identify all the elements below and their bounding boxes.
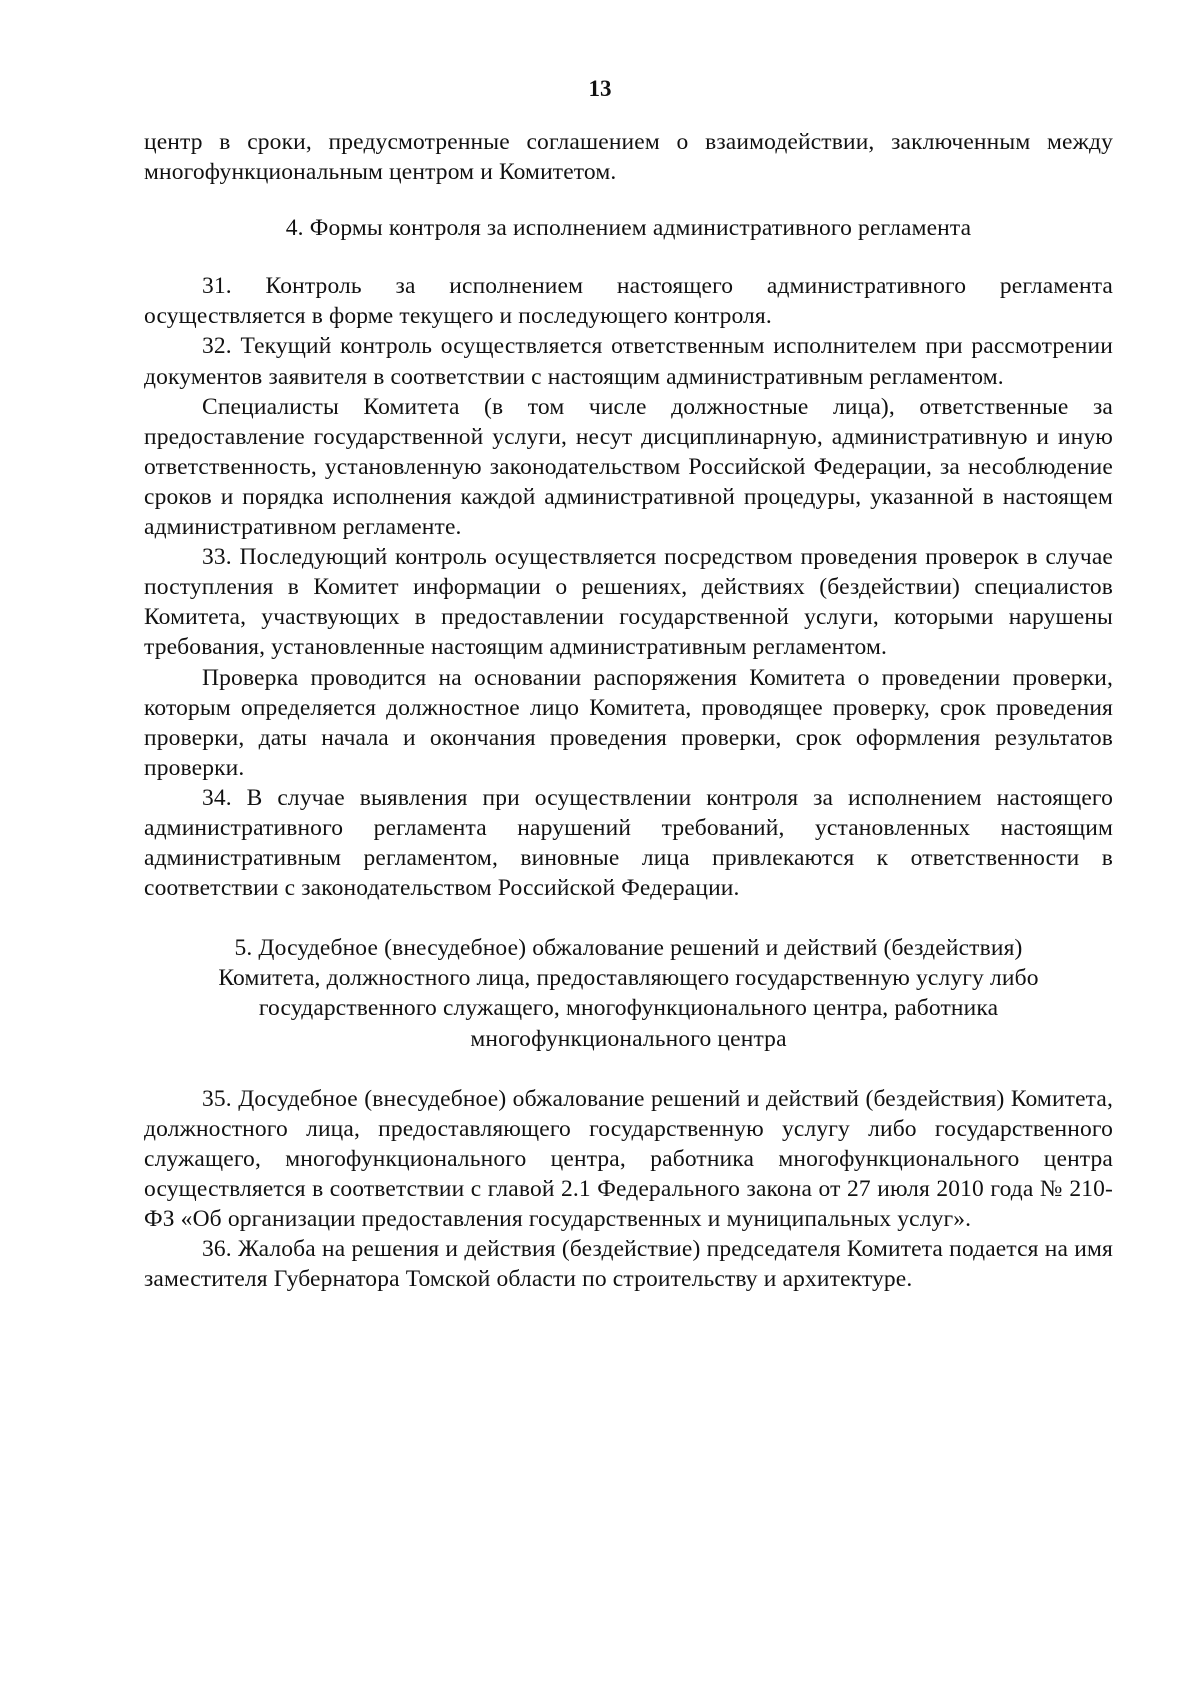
paragraph-33-check: Проверка проводится на основании распоряжения Комитета о проведении проверки, которым определяется должностное лицо Комитета, проводящее проверку, срок проведения проверки, даты начала и окончания проведения проверки, срок оформления результатов проверки.	[144, 664, 1113, 781]
paragraph-continuation: центр в сроки, предусмотренные соглашением о взаимодействии, заключенным между многофункциональным центром и Комитетом.	[144, 129, 1113, 186]
paragraph-34: 34. В случае выявления при осуществлении контроля за исполнением настоящего административного регламента нарушений требований, установленных настоящим административным регламентом, виновные лица привлекаются к ответственности в соответствии с законодательством Российской Федерации.	[144, 784, 1113, 902]
spacer	[144, 903, 1113, 933]
spacer	[144, 1054, 1113, 1084]
paragraph-35: 35. Досудебное (внесудебное) обжалование решений и действий (бездействия) Комитета, должностного лица, предоставляющего государственную услугу либо государственного служащего, многофункционального центра, работника многофункционального центра осуществляется в соответствии с главой 2.1 Федерального закона от 27 июля 2010 года № 210-ФЗ «Об организации предоставления государственных и муниципальных услуг».	[144, 1085, 1113, 1232]
paragraph-31: 31. Контроль за исполнением настоящего административного регламента осуществляется в форме текущего и последующего контроля.	[144, 273, 1113, 330]
page-number: 13	[588, 76, 612, 101]
section-5-heading: 5. Досудебное (внесудебное) обжалование решений и действий (бездействия) Комитета, должностного лица, предоставляющего государственную услугу либо государственного служащего, многофункционального центра, работника многофункционального центра	[218, 935, 1039, 1052]
section-4-heading: 4. Формы контроля за исполнением административного регламента	[285, 215, 972, 242]
paragraph-32: 32. Текущий контроль осуществляется ответственным исполнителем при рассмотрении документов заявителя в соответствии с настоящим административным регламентом.	[144, 333, 1113, 390]
document-body	[144, 127, 1113, 1294]
paragraph-33: 33. Последующий контроль осуществляется посредством проведения проверок в случае поступления в Комитет информации о решениях, действиях (бездействии) специалистов Комитета, участвующих в предоставлении государственной услуги, которыми нарушены требования, установленные настоящим административным регламентом.	[144, 544, 1113, 661]
paragraph-36: 36. Жалоба на решения и действия (бездействие) председателя Комитета подается на имя заместителя Губернатора Томской области по строительству и архитектуре.	[144, 1236, 1113, 1293]
spacer	[144, 187, 1113, 213]
spacer	[144, 243, 1113, 271]
paragraph-32-specialists: Специалисты Комитета (в том числе должностные лица), ответственные за предоставление государственной услуги, несут дисциплинарную, административную и иную ответственность, установленную законодательством Российской Федерации, за несоблюдение сроков и порядка исполнения каждой административной процедуры, указанной в настоящем административном регламенте.	[144, 393, 1113, 541]
